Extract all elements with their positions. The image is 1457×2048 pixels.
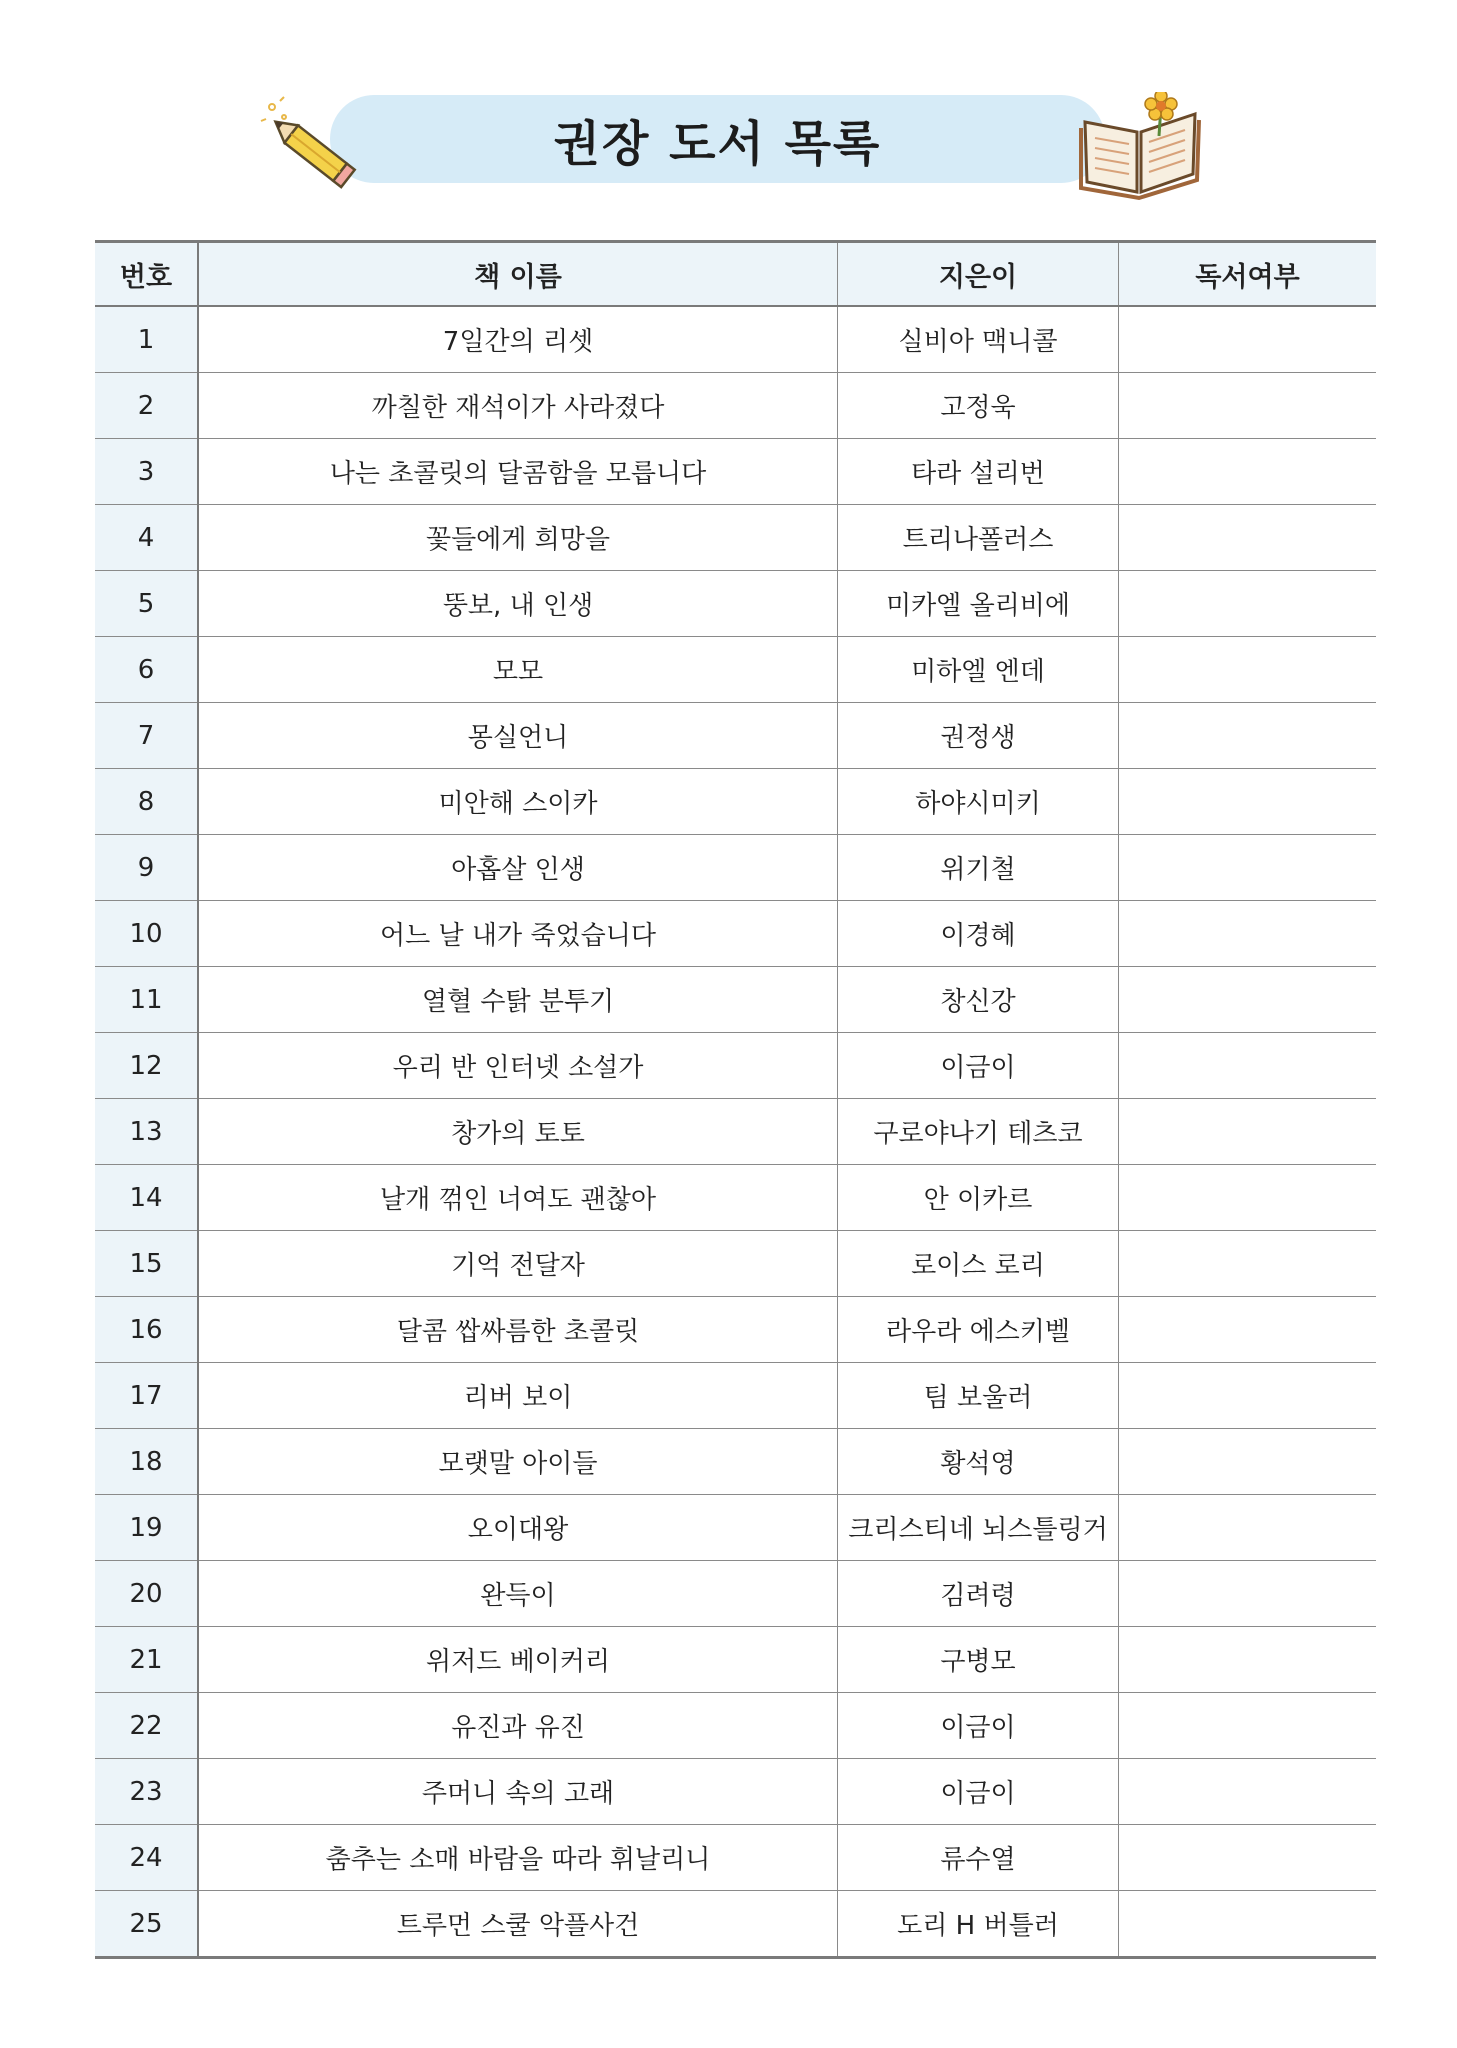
book-author: 류수열 <box>838 1825 1119 1891</box>
table-row <box>95 769 1376 835</box>
book-author: 안 이카르 <box>838 1165 1119 1231</box>
open-book-icon <box>1075 92 1205 202</box>
book-number: 24 <box>95 1825 198 1891</box>
column-header-no: 번호 <box>95 242 198 307</box>
book-number: 20 <box>95 1561 198 1627</box>
book-number: 14 <box>95 1165 198 1231</box>
book-author: 김려령 <box>838 1561 1119 1627</box>
book-title: 7일간의 리셋 <box>198 306 838 373</box>
book-author: 이금이 <box>838 1759 1119 1825</box>
book-number: 11 <box>95 967 198 1033</box>
book-title: 모모 <box>198 637 838 703</box>
reading-status-cell[interactable] <box>1119 1297 1377 1363</box>
book-number: 12 <box>95 1033 198 1099</box>
book-title: 까칠한 재석이가 사라졌다 <box>198 373 838 439</box>
reading-status-cell[interactable] <box>1119 1099 1377 1165</box>
book-title: 아홉살 인생 <box>198 835 838 901</box>
book-title: 나는 초콜릿의 달콤함을 모릅니다 <box>198 439 838 505</box>
table-row <box>95 1033 1376 1099</box>
book-number: 8 <box>95 769 198 835</box>
reading-status-cell[interactable] <box>1119 703 1377 769</box>
table-header-row <box>95 242 1376 307</box>
reading-status-cell[interactable] <box>1119 1693 1377 1759</box>
book-number: 1 <box>95 306 198 373</box>
table-row <box>95 1099 1376 1165</box>
column-header-author: 지은이 <box>838 242 1119 307</box>
book-number: 16 <box>95 1297 198 1363</box>
book-author: 트리나폴러스 <box>838 505 1119 571</box>
book-author: 로이스 로리 <box>838 1231 1119 1297</box>
reading-status-cell[interactable] <box>1119 439 1377 505</box>
book-author: 권정생 <box>838 703 1119 769</box>
table-row <box>95 967 1376 1033</box>
table-row <box>95 1495 1376 1561</box>
book-number: 2 <box>95 373 198 439</box>
book-title: 유진과 유진 <box>198 1693 838 1759</box>
book-number: 19 <box>95 1495 198 1561</box>
book-number: 5 <box>95 571 198 637</box>
table-row <box>95 835 1376 901</box>
book-number: 25 <box>95 1891 198 1958</box>
reading-status-cell[interactable] <box>1119 1231 1377 1297</box>
reading-status-cell[interactable] <box>1119 637 1377 703</box>
book-author: 위기철 <box>838 835 1119 901</box>
book-title: 꽃들에게 희망을 <box>198 505 838 571</box>
reading-status-cell[interactable] <box>1119 1825 1377 1891</box>
book-number: 15 <box>95 1231 198 1297</box>
table-row <box>95 901 1376 967</box>
book-title: 어느 날 내가 죽었습니다 <box>198 901 838 967</box>
book-author: 이금이 <box>838 1033 1119 1099</box>
book-author: 구병모 <box>838 1627 1119 1693</box>
reading-status-cell[interactable] <box>1119 1429 1377 1495</box>
reading-status-cell[interactable] <box>1119 373 1377 439</box>
book-author: 미하엘 엔데 <box>838 637 1119 703</box>
reading-status-cell[interactable] <box>1119 1627 1377 1693</box>
book-number: 4 <box>95 505 198 571</box>
reading-status-cell[interactable] <box>1119 1033 1377 1099</box>
reading-status-cell[interactable] <box>1119 571 1377 637</box>
book-title: 몽실언니 <box>198 703 838 769</box>
table-row <box>95 1231 1376 1297</box>
book-number: 13 <box>95 1099 198 1165</box>
reading-status-cell[interactable] <box>1119 769 1377 835</box>
book-title: 주머니 속의 고래 <box>198 1759 838 1825</box>
table-row <box>95 373 1376 439</box>
book-title: 달콤 쌉싸름한 초콜릿 <box>198 1297 838 1363</box>
table-row <box>95 1891 1376 1958</box>
book-author: 크리스티네 뇌스틀링거 <box>838 1495 1119 1561</box>
table-row <box>95 505 1376 571</box>
reading-status-cell[interactable] <box>1119 967 1377 1033</box>
book-number: 23 <box>95 1759 198 1825</box>
book-title: 미안해 스이카 <box>198 769 838 835</box>
table-row <box>95 439 1376 505</box>
book-author: 황석영 <box>838 1429 1119 1495</box>
book-number: 6 <box>95 637 198 703</box>
book-title: 우리 반 인터넷 소설가 <box>198 1033 838 1099</box>
book-title: 날개 꺾인 너여도 괜찮아 <box>198 1165 838 1231</box>
table-row <box>95 1165 1376 1231</box>
reading-status-cell[interactable] <box>1119 1363 1377 1429</box>
book-title: 열혈 수탉 분투기 <box>198 967 838 1033</box>
table-row <box>95 1363 1376 1429</box>
table-row <box>95 1429 1376 1495</box>
book-author: 구로야나기 테츠코 <box>838 1099 1119 1165</box>
book-number: 22 <box>95 1693 198 1759</box>
book-title: 기억 전달자 <box>198 1231 838 1297</box>
reading-status-cell[interactable] <box>1119 901 1377 967</box>
reading-status-cell[interactable] <box>1119 306 1377 373</box>
table-row <box>95 1825 1376 1891</box>
book-author: 도리 H 버틀러 <box>838 1891 1119 1958</box>
book-number: 21 <box>95 1627 198 1693</box>
book-author: 창신강 <box>838 967 1119 1033</box>
table-row <box>95 1561 1376 1627</box>
book-author: 라우라 에스키벨 <box>838 1297 1119 1363</box>
book-title: 뚱보, 내 인생 <box>198 571 838 637</box>
book-title: 위저드 베이커리 <box>198 1627 838 1693</box>
recommended-books-table <box>95 240 1376 1959</box>
book-author: 미카엘 올리비에 <box>838 571 1119 637</box>
book-title: 완득이 <box>198 1561 838 1627</box>
reading-status-cell[interactable] <box>1119 1495 1377 1561</box>
table-row <box>95 306 1376 373</box>
book-author: 팀 보울러 <box>838 1363 1119 1429</box>
table-row <box>95 637 1376 703</box>
book-author: 고정욱 <box>838 373 1119 439</box>
table-row <box>95 1297 1376 1363</box>
book-title: 트루먼 스쿨 악플사건 <box>198 1891 838 1958</box>
reading-status-cell[interactable] <box>1119 835 1377 901</box>
book-author: 이경혜 <box>838 901 1119 967</box>
book-title: 오이대왕 <box>198 1495 838 1561</box>
book-author: 실비아 맥니콜 <box>838 306 1119 373</box>
column-header-read: 독서여부 <box>1119 242 1377 307</box>
reading-status-cell[interactable] <box>1119 1891 1377 1958</box>
table-row <box>95 1627 1376 1693</box>
reading-status-cell[interactable] <box>1119 505 1377 571</box>
column-header-title: 책 이름 <box>198 242 838 307</box>
book-title: 모랫말 아이들 <box>198 1429 838 1495</box>
table-row <box>95 1693 1376 1759</box>
table-row <box>95 1759 1376 1825</box>
book-number: 17 <box>95 1363 198 1429</box>
reading-status-cell[interactable] <box>1119 1759 1377 1825</box>
book-number: 3 <box>95 439 198 505</box>
book-title: 리버 보이 <box>198 1363 838 1429</box>
page-title: 권장 도서 목록 <box>553 115 882 172</box>
book-number: 9 <box>95 835 198 901</box>
book-author: 하야시미키 <box>838 769 1119 835</box>
table-row <box>95 703 1376 769</box>
book-title: 춤추는 소매 바람을 따라 휘날리니 <box>198 1825 838 1891</box>
book-title: 창가의 토토 <box>198 1099 838 1165</box>
book-author: 이금이 <box>838 1693 1119 1759</box>
book-number: 18 <box>95 1429 198 1495</box>
reading-status-cell[interactable] <box>1119 1165 1377 1231</box>
book-number: 10 <box>95 901 198 967</box>
book-number: 7 <box>95 703 198 769</box>
reading-status-cell[interactable] <box>1119 1561 1377 1627</box>
book-author: 타라 설리번 <box>838 439 1119 505</box>
table-row <box>95 571 1376 637</box>
